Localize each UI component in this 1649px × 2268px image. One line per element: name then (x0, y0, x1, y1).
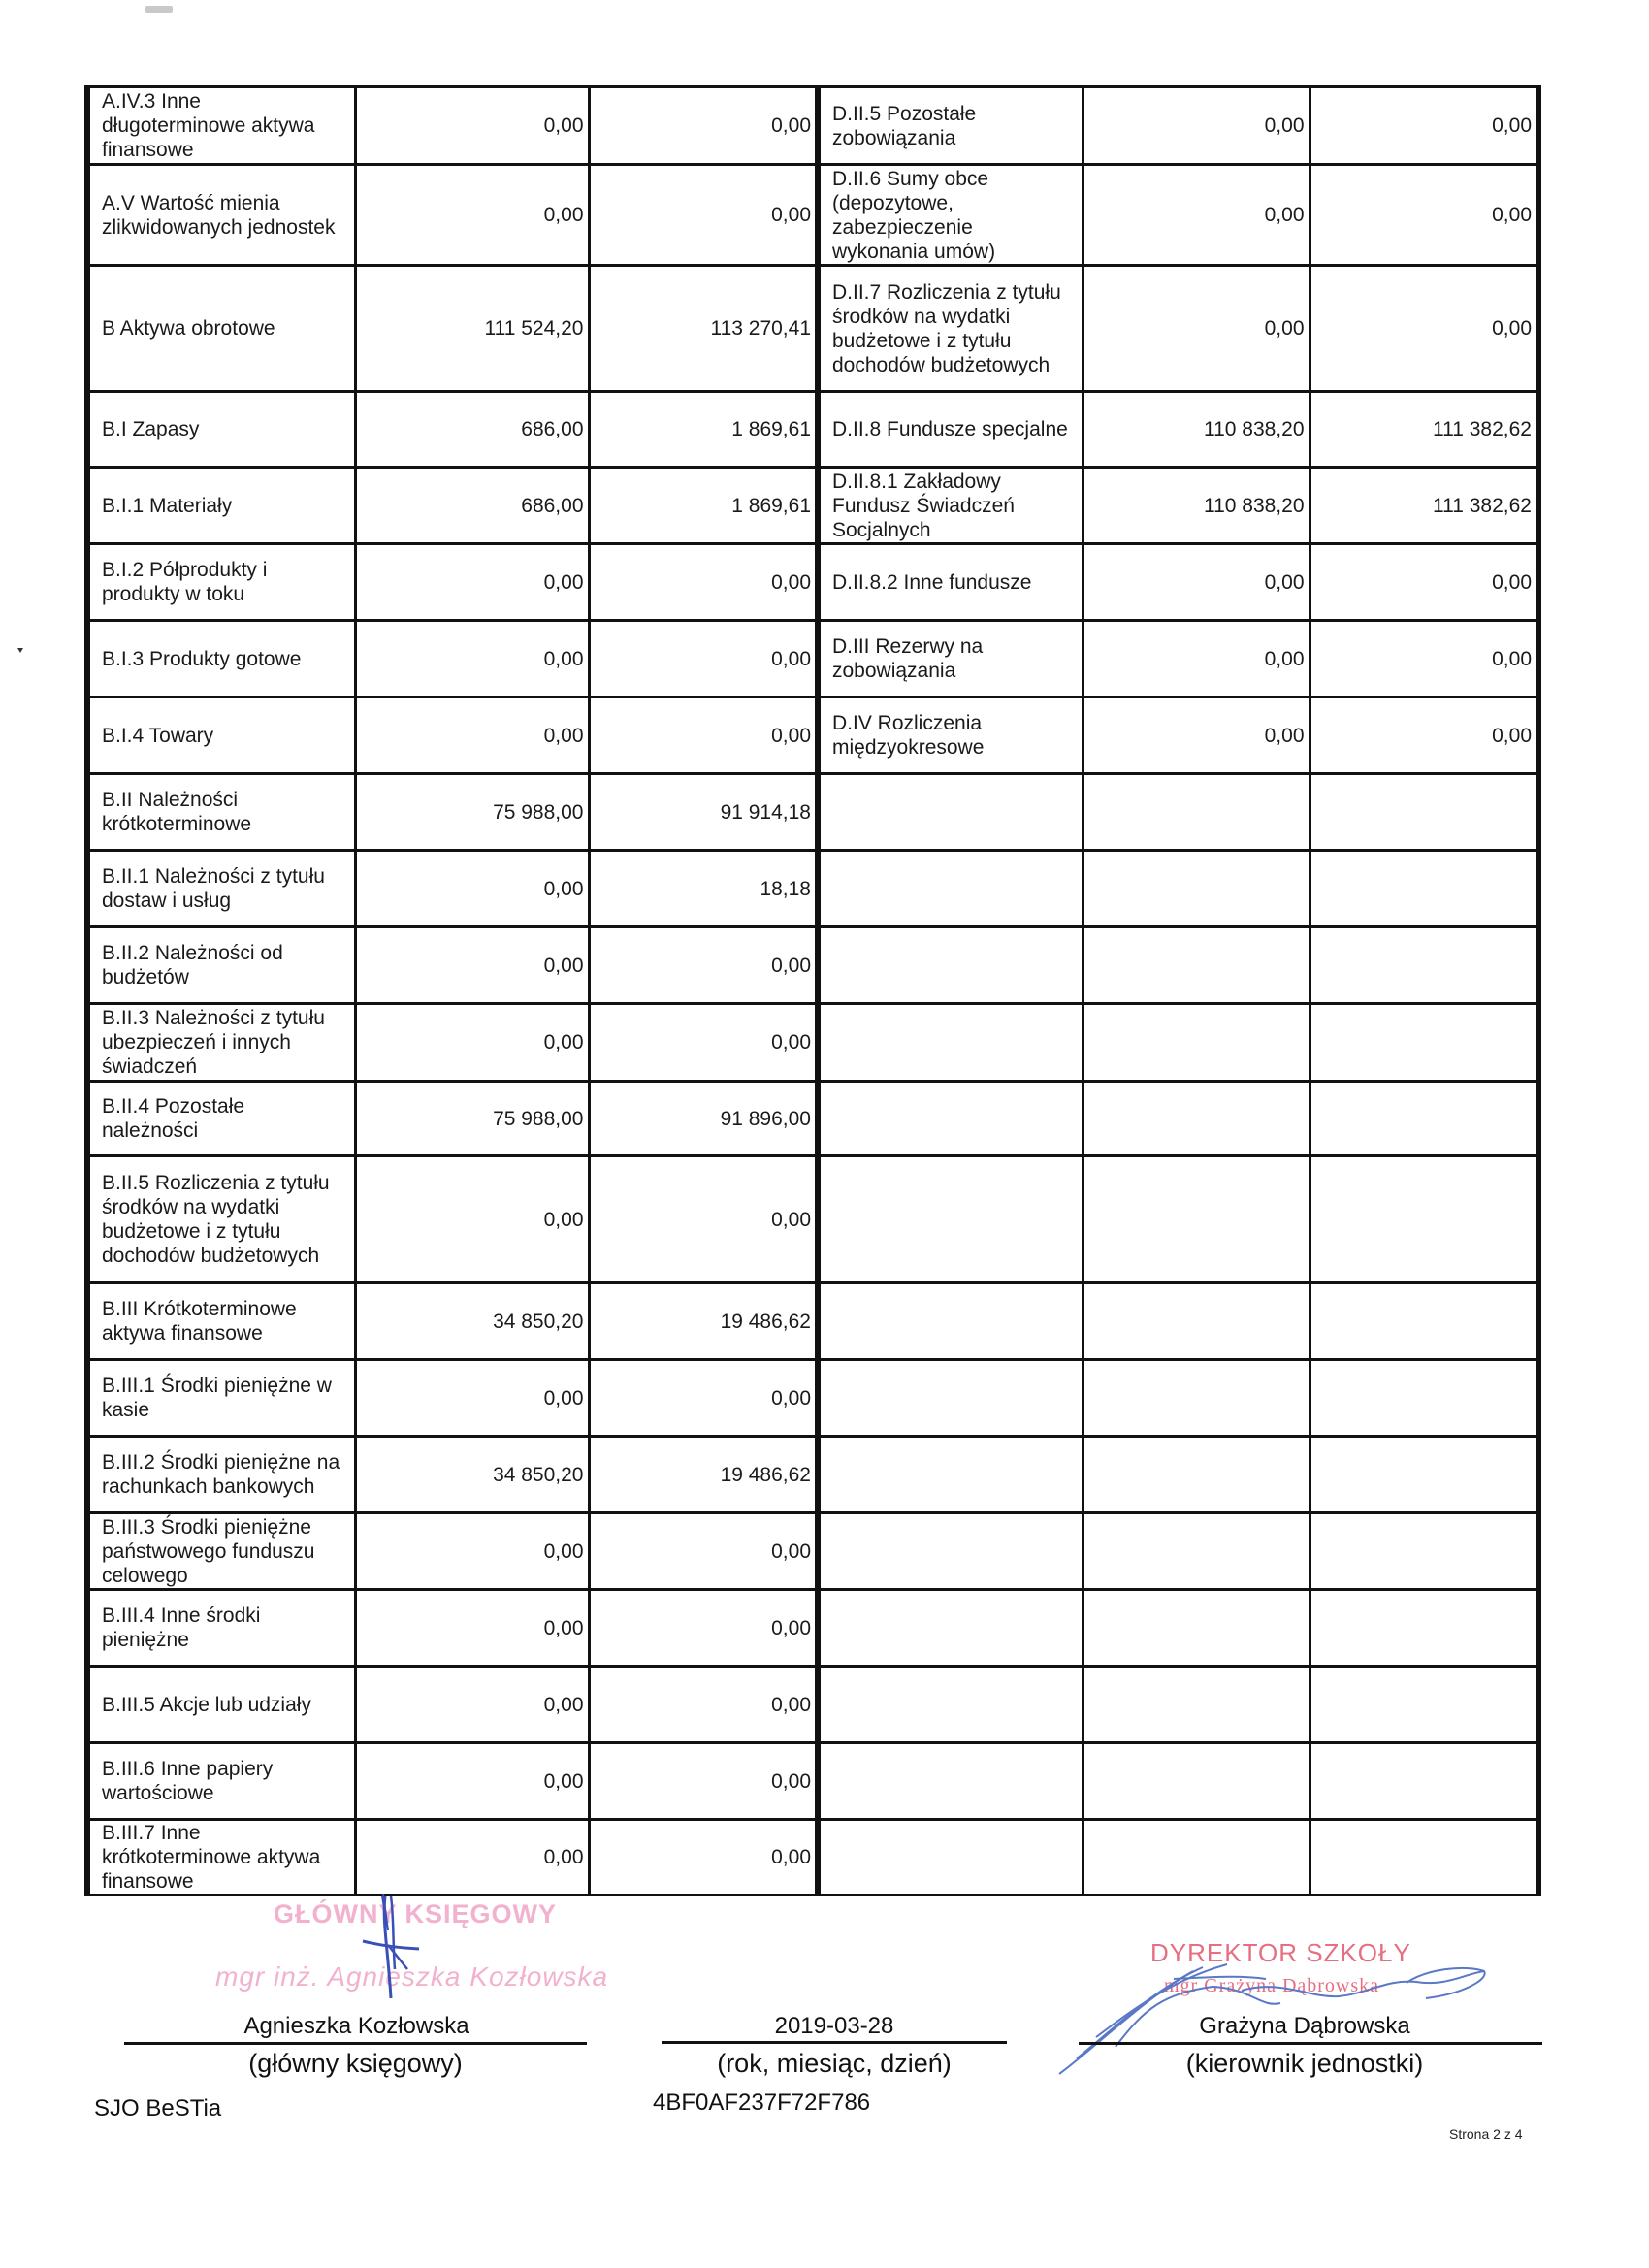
asset-value-start: 0,00 (355, 1590, 589, 1667)
liability-value-end: 111 382,62 (1310, 392, 1538, 468)
liability-label: D.II.8 Fundusze specjalne (818, 392, 1083, 468)
table-row (87, 1820, 1538, 1895)
table-row (87, 774, 1538, 851)
liability-label: D.II.5 Pozostałe zobowiązania (818, 87, 1083, 165)
asset-value-start: 0,00 (355, 87, 589, 165)
table-row (87, 1283, 1538, 1360)
asset-value-end: 0,00 (589, 927, 818, 1004)
asset-value-end: 1 869,61 (589, 468, 818, 544)
liability-value-end (1310, 1283, 1538, 1360)
asset-value-start: 0,00 (355, 697, 589, 774)
liability-value-start: 0,00 (1083, 621, 1310, 697)
liability-value-end: 0,00 (1310, 621, 1538, 697)
liability-value-start (1083, 1667, 1310, 1743)
liability-value-end (1310, 1082, 1538, 1156)
liability-value-end: 111 382,62 (1310, 468, 1538, 544)
liability-value-end (1310, 1156, 1538, 1283)
liability-value-end (1310, 1437, 1538, 1513)
liability-label (818, 1082, 1083, 1156)
asset-value-start: 75 988,00 (355, 774, 589, 851)
table-row (87, 1590, 1538, 1667)
asset-value-end: 18,18 (589, 851, 818, 927)
table-row (87, 1437, 1538, 1513)
document-code: 4BF0AF237F72F786 (653, 2090, 871, 2116)
liability-label (818, 1004, 1083, 1082)
asset-label: B Aktywa obrotowe (87, 266, 355, 392)
table-row (87, 266, 1538, 392)
table-row (87, 165, 1538, 266)
liability-value-end (1310, 774, 1538, 851)
liability-value-start (1083, 1004, 1310, 1082)
liability-value-end (1310, 1667, 1538, 1743)
table-row (87, 468, 1538, 544)
asset-label: B.II.2 Należności od budżetów (87, 927, 355, 1004)
liability-value-start (1083, 851, 1310, 927)
asset-value-start: 0,00 (355, 1820, 589, 1895)
asset-value-end: 0,00 (589, 165, 818, 266)
asset-value-start: 686,00 (355, 392, 589, 468)
table-row (87, 697, 1538, 774)
accountant-handwritten-signature (359, 1892, 436, 2008)
liability-value-end (1310, 1590, 1538, 1667)
liability-value-start: 0,00 (1083, 266, 1310, 392)
asset-value-start: 0,00 (355, 1360, 589, 1437)
director-name: Grażyna Dąbrowska (1199, 2013, 1410, 2039)
asset-value-start: 0,00 (355, 1743, 589, 1820)
liability-label: D.II.6 Sumy obce (depozytowe, zabezpieczenie wykonania umów) (818, 165, 1083, 266)
asset-value-end: 0,00 (589, 1156, 818, 1283)
asset-value-end: 0,00 (589, 1820, 818, 1895)
asset-value-start: 0,00 (355, 621, 589, 697)
liability-value-end: 0,00 (1310, 87, 1538, 165)
asset-value-start: 0,00 (355, 1004, 589, 1082)
table-row (87, 851, 1538, 927)
accountant-stamp-name: mgr inż. Agnieszka Kozłowska (215, 1961, 609, 1992)
liability-label: D.II.7 Rozliczenia z tytułu środków na wydatki budżetowe i z tytułu dochodów budżetowych (818, 266, 1083, 392)
liability-label (818, 1437, 1083, 1513)
asset-label: B.III.7 Inne krótkoterminowe aktywa finansowe (87, 1820, 355, 1895)
asset-value-start: 75 988,00 (355, 1082, 589, 1156)
asset-value-end: 0,00 (589, 1004, 818, 1082)
liability-value-start (1083, 1283, 1310, 1360)
table-row (87, 1513, 1538, 1590)
asset-value-start: 34 850,20 (355, 1437, 589, 1513)
liability-value-start (1083, 1820, 1310, 1895)
liability-value-start: 110 838,20 (1083, 468, 1310, 544)
asset-value-start: 0,00 (355, 851, 589, 927)
asset-value-start: 0,00 (355, 1513, 589, 1590)
asset-value-end: 0,00 (589, 621, 818, 697)
liability-value-end (1310, 1820, 1538, 1895)
table-row (87, 1743, 1538, 1820)
asset-label: B.III.2 Środki pieniężne na rachunkach bankowych (87, 1437, 355, 1513)
asset-label: B.II Należności krótkoterminowe (87, 774, 355, 851)
asset-value-start: 0,00 (355, 1667, 589, 1743)
liability-value-end (1310, 1513, 1538, 1590)
liability-label (818, 1513, 1083, 1590)
table-row (87, 1082, 1538, 1156)
liability-label (818, 774, 1083, 851)
liability-value-start (1083, 1360, 1310, 1437)
asset-value-end: 19 486,62 (589, 1283, 818, 1360)
asset-value-end: 91 896,00 (589, 1082, 818, 1156)
asset-value-start: 0,00 (355, 927, 589, 1004)
asset-value-start: 0,00 (355, 1156, 589, 1283)
liability-value-start (1083, 1513, 1310, 1590)
report-date: 2019-03-28 (774, 2013, 894, 2039)
accountant-role: (główny księgowy) (248, 2049, 463, 2078)
liability-label (818, 851, 1083, 927)
asset-label: B.I.1 Materiały (87, 468, 355, 544)
asset-value-end: 91 914,18 (589, 774, 818, 851)
liability-label: D.IV Rozliczenia międzyokresowe (818, 697, 1083, 774)
liability-value-start: 0,00 (1083, 87, 1310, 165)
liability-value-end: 0,00 (1310, 697, 1538, 774)
asset-label: B.II.5 Rozliczenia z tytułu środków na wydatki budżetowe i z tytułu dochodów budżetowych (87, 1156, 355, 1283)
liability-value-end: 0,00 (1310, 165, 1538, 266)
asset-value-end: 1 869,61 (589, 392, 818, 468)
liability-label (818, 1667, 1083, 1743)
liability-value-start (1083, 927, 1310, 1004)
asset-label: B.III.4 Inne środki pieniężne (87, 1590, 355, 1667)
asset-value-end: 0,00 (589, 87, 818, 165)
director-signature-line (1079, 2042, 1542, 2045)
liability-value-end (1310, 1004, 1538, 1082)
liability-value-end (1310, 1360, 1538, 1437)
table-row (87, 927, 1538, 1004)
asset-value-end: 19 486,62 (589, 1437, 818, 1513)
asset-value-end: 0,00 (589, 1667, 818, 1743)
liability-label: D.III Rezerwy na zobowiązania (818, 621, 1083, 697)
asset-value-end: 0,00 (589, 1743, 818, 1820)
director-stamp-name: mgr Grażyna Dąbrowska (1164, 1975, 1380, 1996)
accountant-stamp-title: GŁÓWNY KSIĘGOWY (274, 1899, 558, 1928)
scan-artifact-dot (17, 648, 23, 653)
table-row (87, 1360, 1538, 1437)
asset-value-end: 0,00 (589, 544, 818, 621)
liability-label (818, 927, 1083, 1004)
liability-value-end: 0,00 (1310, 266, 1538, 392)
liability-value-end (1310, 1743, 1538, 1820)
software-name: SJO BeSTia (94, 2095, 222, 2122)
asset-label: B.I.4 Towary (87, 697, 355, 774)
asset-label: B.I Zapasy (87, 392, 355, 468)
asset-label: A.IV.3 Inne długoterminowe aktywa finansowe (87, 87, 355, 165)
asset-label: B.III Krótkoterminowe aktywa finansowe (87, 1283, 355, 1360)
asset-value-start: 34 850,20 (355, 1283, 589, 1360)
asset-value-start: 0,00 (355, 544, 589, 621)
liability-value-end (1310, 927, 1538, 1004)
date-line (662, 2041, 1007, 2044)
liability-value-start: 110 838,20 (1083, 392, 1310, 468)
liability-label (818, 1360, 1083, 1437)
asset-label: B.III.5 Akcje lub udziały (87, 1667, 355, 1743)
table-row (87, 1667, 1538, 1743)
table-row (87, 544, 1538, 621)
liability-value-start: 0,00 (1083, 697, 1310, 774)
asset-label: B.II.4 Pozostałe należności (87, 1082, 355, 1156)
liability-label (818, 1156, 1083, 1283)
asset-value-end: 0,00 (589, 1513, 818, 1590)
liability-label (818, 1743, 1083, 1820)
liability-value-start (1083, 1743, 1310, 1820)
asset-label: B.III.3 Środki pieniężne państwowego funduszu celowego (87, 1513, 355, 1590)
asset-value-start: 111 524,20 (355, 266, 589, 392)
asset-label: B.II.1 Należności z tytułu dostaw i usług (87, 851, 355, 927)
table-row (87, 87, 1538, 165)
accountant-name: Agnieszka Kozłowska (243, 2013, 469, 2039)
director-stamp-title: DYREKTOR SZKOŁY (1150, 1938, 1411, 1967)
asset-label: B.I.3 Produkty gotowe (87, 621, 355, 697)
page-indicator: Strona 2 z 4 (1449, 2126, 1523, 2142)
date-caption: (rok, miesiąc, dzień) (717, 2049, 952, 2078)
asset-value-end: 0,00 (589, 1360, 818, 1437)
liability-value-start (1083, 1156, 1310, 1283)
asset-label: A.V Wartość mienia zlikwidowanych jednostek (87, 165, 355, 266)
liability-value-start (1083, 1437, 1310, 1513)
liability-value-end: 0,00 (1310, 544, 1538, 621)
liability-value-start: 0,00 (1083, 544, 1310, 621)
accountant-signature-line (124, 2042, 587, 2045)
scan-artifact (146, 6, 173, 13)
asset-value-end: 0,00 (589, 1590, 818, 1667)
liability-label: D.II.8.1 Zakładowy Fundusz Świadczeń Socjalnych (818, 468, 1083, 544)
asset-label: B.I.2 Półprodukty i produkty w toku (87, 544, 355, 621)
balance-sheet-table (84, 85, 1541, 1896)
director-role: (kierownik jednostki) (1185, 2049, 1424, 2078)
asset-label: B.III.6 Inne papiery wartościowe (87, 1743, 355, 1820)
asset-value-end: 113 270,41 (589, 266, 818, 392)
table-row (87, 392, 1538, 468)
liability-label (818, 1820, 1083, 1895)
asset-value-start: 686,00 (355, 468, 589, 544)
liability-value-start (1083, 1590, 1310, 1667)
asset-label: B.II.3 Należności z tytułu ubezpieczeń i innych świadczeń (87, 1004, 355, 1082)
liability-value-end (1310, 851, 1538, 927)
table-row (87, 1156, 1538, 1283)
liability-label (818, 1590, 1083, 1667)
asset-value-start: 0,00 (355, 165, 589, 266)
asset-value-end: 0,00 (589, 697, 818, 774)
asset-label: B.III.1 Środki pieniężne w kasie (87, 1360, 355, 1437)
liability-value-start (1083, 774, 1310, 851)
liability-label: D.II.8.2 Inne fundusze (818, 544, 1083, 621)
liability-value-start (1083, 1082, 1310, 1156)
table-row (87, 621, 1538, 697)
liability-label (818, 1283, 1083, 1360)
liability-value-start: 0,00 (1083, 165, 1310, 266)
table-row (87, 1004, 1538, 1082)
